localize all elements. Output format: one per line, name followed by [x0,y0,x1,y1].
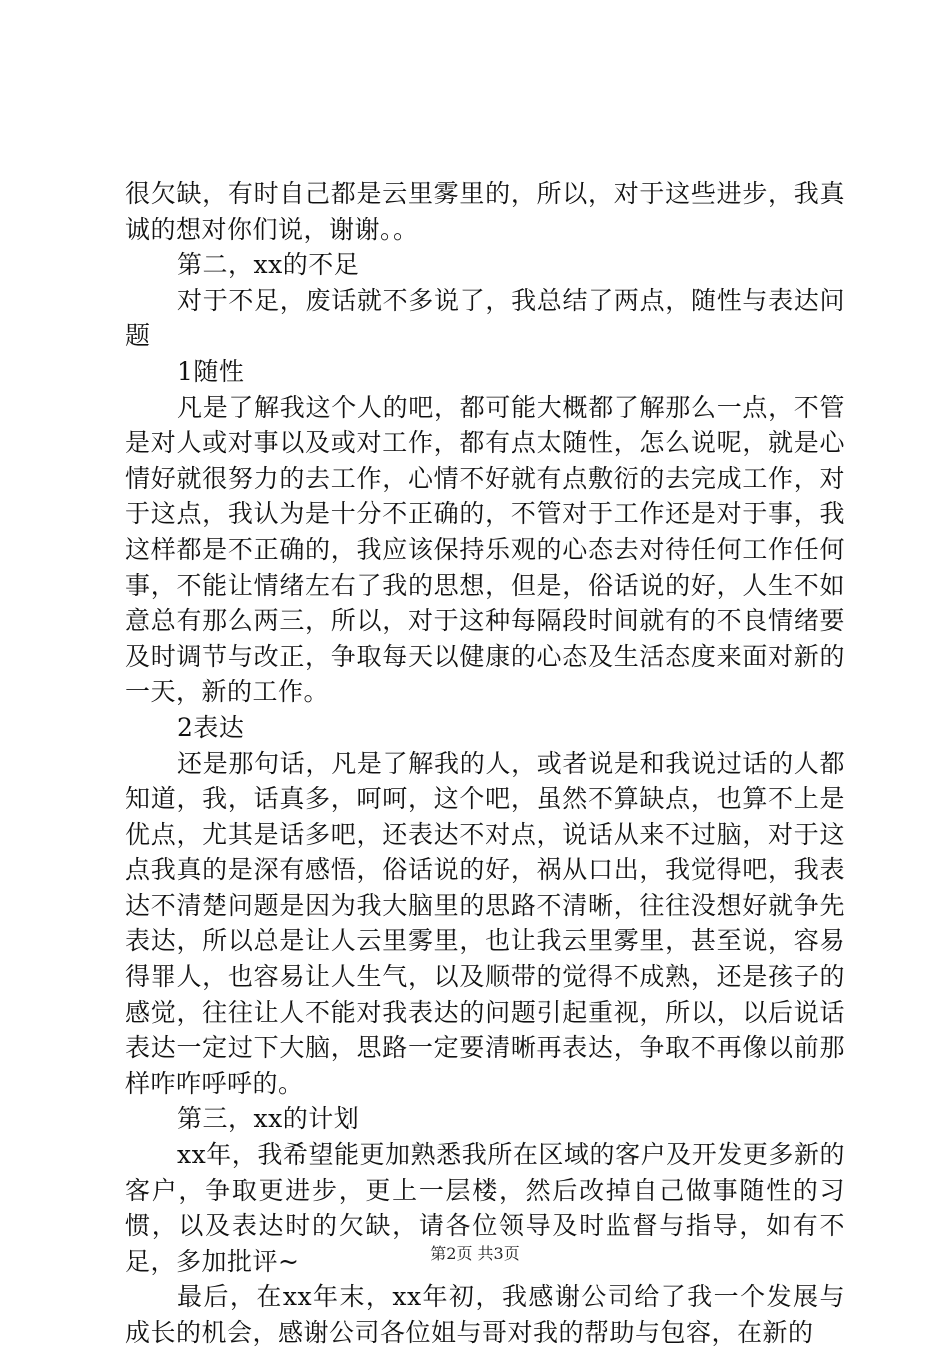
heading-shortcomings: 第二，xx的不足 [177,250,360,280]
paragraph-casualness: 凡是了解我这个人的吧，都可能大概都了解那么一点，不管是对人或对事以及或对工作，都有点太随性，怎么说呢，就是心情好就很努力的去工作，心情不好就有点敷衍的去完成工作，对于这点，我认为是十分不正确的，不管对于工作还是对于事，我这样都是不正确的，我应该保持乐观的心态去对待任何工作任何事，不能让情绪左右了我的思想，但是，俗话说的好，人生不如意总有那么两三，所以，对于这种每隔段时间就有的不良情绪要及时调节与改正，争取每天以健康的心态及生活态度来面对新的一天，新的工作。 [125,392,845,707]
page-number-footer: 第2页 共3页 [430,1244,520,1263]
heading-casualness: 1随性 [177,356,245,386]
paragraph-expression: 还是那句话，凡是了解我的人，或者说是和我说过话的人都知道，我，话真多，呵呵，这个吧，虽然不算缺点，也算不上是优点，尤其是话多吧，还表达不对点，说话从来不过脑，对于这点我真的是深有感悟，俗话说的好，祸从口出，我觉得吧，我表达不清楚问题是因为我大脑里的思路不清晰，往往没想好就争先表达，所以总是让人云里雾里，也让我云里雾里，甚至说，容易得罪人，也容易让人生气，以及顺带的觉得不成熟，还是孩子的感觉，往往让人不能对我表达的问题引起重视，所以，以后说话表达一定过下大脑，思路一定要清晰再表达，争取不再像以前那样咋咋呼呼的。 [125,748,845,1098]
paragraph-plan: xx年，我希望能更加熟悉我所在区域的客户及开发更多新的客户，争取更进步，更上一层楼，然后改掉自己做事随性的习惯，以及表达时的欠缺，请各位领导及时监督与指导，如有不足，多加批评~ [125,1140,845,1276]
paragraph-shortcomings-intro: 对于不足，废话就不多说了，我总结了两点，随性与表达问题 [125,285,845,351]
document-body [125,176,845,1351]
paragraph-1: 很欠缺，有时自己都是云里雾里的，所以，对于这些进步，我真诚的想对你们说，谢谢。。 [125,179,845,244]
paragraph-closing: 最后，在xx年末，xx年初，我感谢公司给了我一个发展与成长的机会，感谢公司各位姐与哥对我的帮助与包容，在新的 [125,1282,845,1347]
heading-plan: 第三，xx的计划 [177,1104,360,1134]
heading-expression: 2表达 [177,712,245,742]
